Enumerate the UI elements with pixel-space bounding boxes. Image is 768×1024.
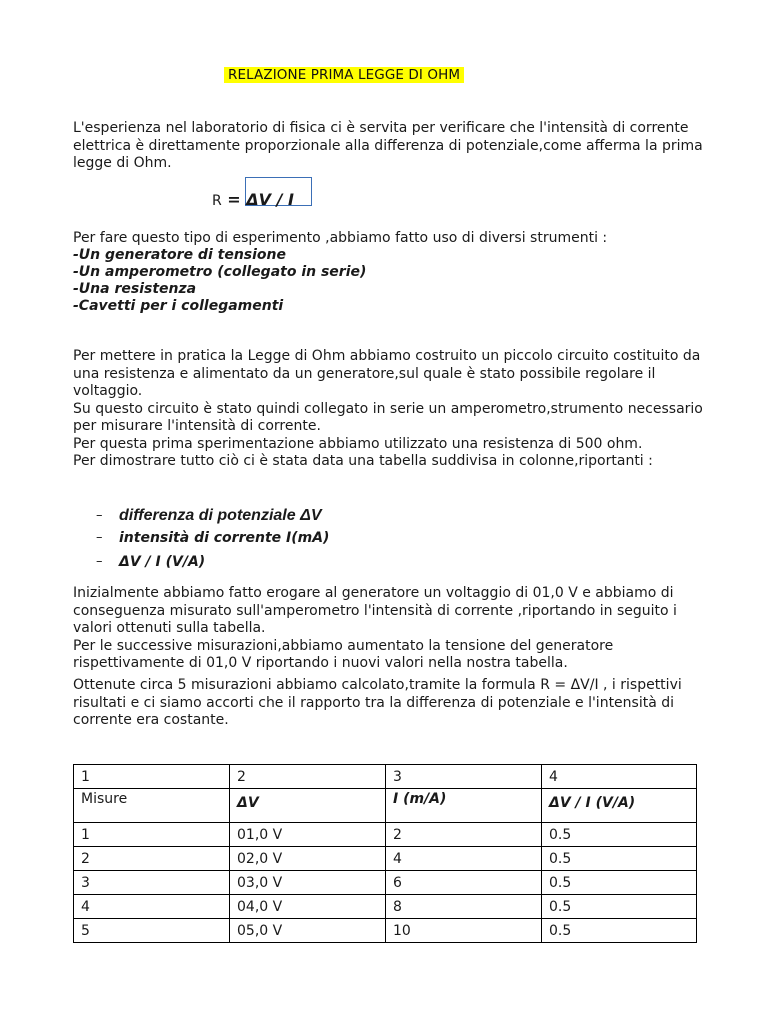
table-cell: 2: [386, 823, 542, 847]
instruments-intro: Per fare questo tipo di esperimento ,abbiamo fatto uso di diversi strumenti :: [73, 230, 608, 246]
table-cell: 05,0 V: [230, 919, 386, 943]
table-row: [74, 847, 697, 871]
table-cell: 0.5: [542, 847, 697, 871]
table-cell: 1: [74, 823, 230, 847]
dash-bullet: –: [96, 508, 103, 523]
table-header-cell: ΔV: [230, 789, 386, 823]
method-paragraph: Per questa prima sperimentazione abbiamo utilizzato una resistenza di 500 ohm.: [73, 435, 643, 452]
table-cell: 03,0 V: [230, 871, 386, 895]
method-paragraph: Per mettere in pratica la Legge di Ohm abbiamo costruito un piccolo circuito costituito da una resistenza e alimentato da un generatore,sul quale è stato possibile regolare il voltaggio.: [73, 348, 701, 399]
table-header-cell: Misure: [74, 789, 230, 823]
table-cell: 8: [386, 895, 542, 919]
table-row: [74, 871, 697, 895]
table-row: [74, 823, 697, 847]
table-cell: 04,0 V: [230, 895, 386, 919]
conclusion-paragraph: Ottenute circa 5 misurazioni abbiamo calcolato,tramite la formula R = ΔV/I , i rispettivi risultati e ci siamo accorti che il rapporto tra la differenza di potenziale e l'intensità di corrente era costante.: [73, 677, 682, 728]
procedure-paragraph: Per le successive misurazioni,abbiamo aumentato la tensione del generatore rispettivamente di 01,0 V riportando i nuovi valori nella nostra tabella.: [73, 637, 614, 671]
table-cell: 0.5: [542, 895, 697, 919]
method-paragraph: Su questo circuito è stato quindi collegato in serie un amperometro,strumento necessario per misurare l'intensità di corrente.: [73, 400, 703, 434]
table-cell: 02,0 V: [230, 847, 386, 871]
page-title: RELAZIONE PRIMA LEGGE DI OHM: [224, 67, 464, 83]
formula-r: R: [212, 193, 222, 209]
table-cell: 2: [74, 847, 230, 871]
table-cell: 0.5: [542, 823, 697, 847]
table-cell: 4: [542, 765, 697, 789]
dash-bullet: –: [96, 554, 103, 569]
table-cell: 2: [230, 765, 386, 789]
table-cell: 3: [74, 871, 230, 895]
procedure-paragraph: Inizialmente abbiamo fatto erogare al generatore un voltaggio di 01,0 V e abbiamo di conseguenza misurato sull'amperometro l'intensità di corrente ,riportando in seguito i valori ottenuti sulla tabella.: [73, 585, 677, 636]
column-list-text: differenza di potenziale ΔV: [119, 507, 322, 524]
table-row: [74, 765, 697, 789]
formula-rest: = ΔV / I: [221, 190, 294, 209]
column-list-text: intensità di corrente I(mA): [119, 530, 330, 546]
instruments-list: [73, 247, 366, 315]
table-header-cell: ΔV / I (V/A): [542, 789, 697, 823]
procedure-section: [73, 585, 713, 673]
instrument-item: -Cavetti per i collegamenti: [73, 298, 284, 314]
method-section: [73, 348, 713, 471]
dash-bullet: –: [96, 530, 103, 545]
method-paragraph: Per dimostrare tutto ciò ci è stata data una tabella suddivisa in colonne,riportanti :: [73, 453, 653, 469]
table-cell: 1: [74, 765, 230, 789]
table-cell: 01,0 V: [230, 823, 386, 847]
table-cell: 5: [74, 919, 230, 943]
table-cell: 0.5: [542, 919, 697, 943]
table-row: [74, 895, 697, 919]
ohm-formula: [212, 190, 294, 209]
measurements-table: [73, 764, 697, 943]
table-cell: 4: [386, 847, 542, 871]
table-cell: 4: [74, 895, 230, 919]
instrument-item: -Un generatore di tensione: [73, 247, 286, 263]
intro-paragraph: L'esperienza nel laboratorio di fisica ci è servita per verificare che l'intensità di corrente elettrica è direttamente proporzionale alla differenza di potenziale,come afferma la prima legge di Ohm.: [73, 120, 703, 171]
column-list-text: ΔV / I (V/A): [119, 554, 206, 570]
instrument-item: -Un amperometro (collegato in serie): [73, 264, 367, 280]
table-cell: 10: [386, 919, 542, 943]
table-cell: 3: [386, 765, 542, 789]
table-cell: 0.5: [542, 871, 697, 895]
table-header-cell: I (m/A): [386, 789, 542, 823]
table-cell: 6: [386, 871, 542, 895]
table-row: [74, 919, 697, 943]
table-header-row: [74, 789, 697, 823]
instrument-item: -Una resistenza: [73, 281, 197, 297]
